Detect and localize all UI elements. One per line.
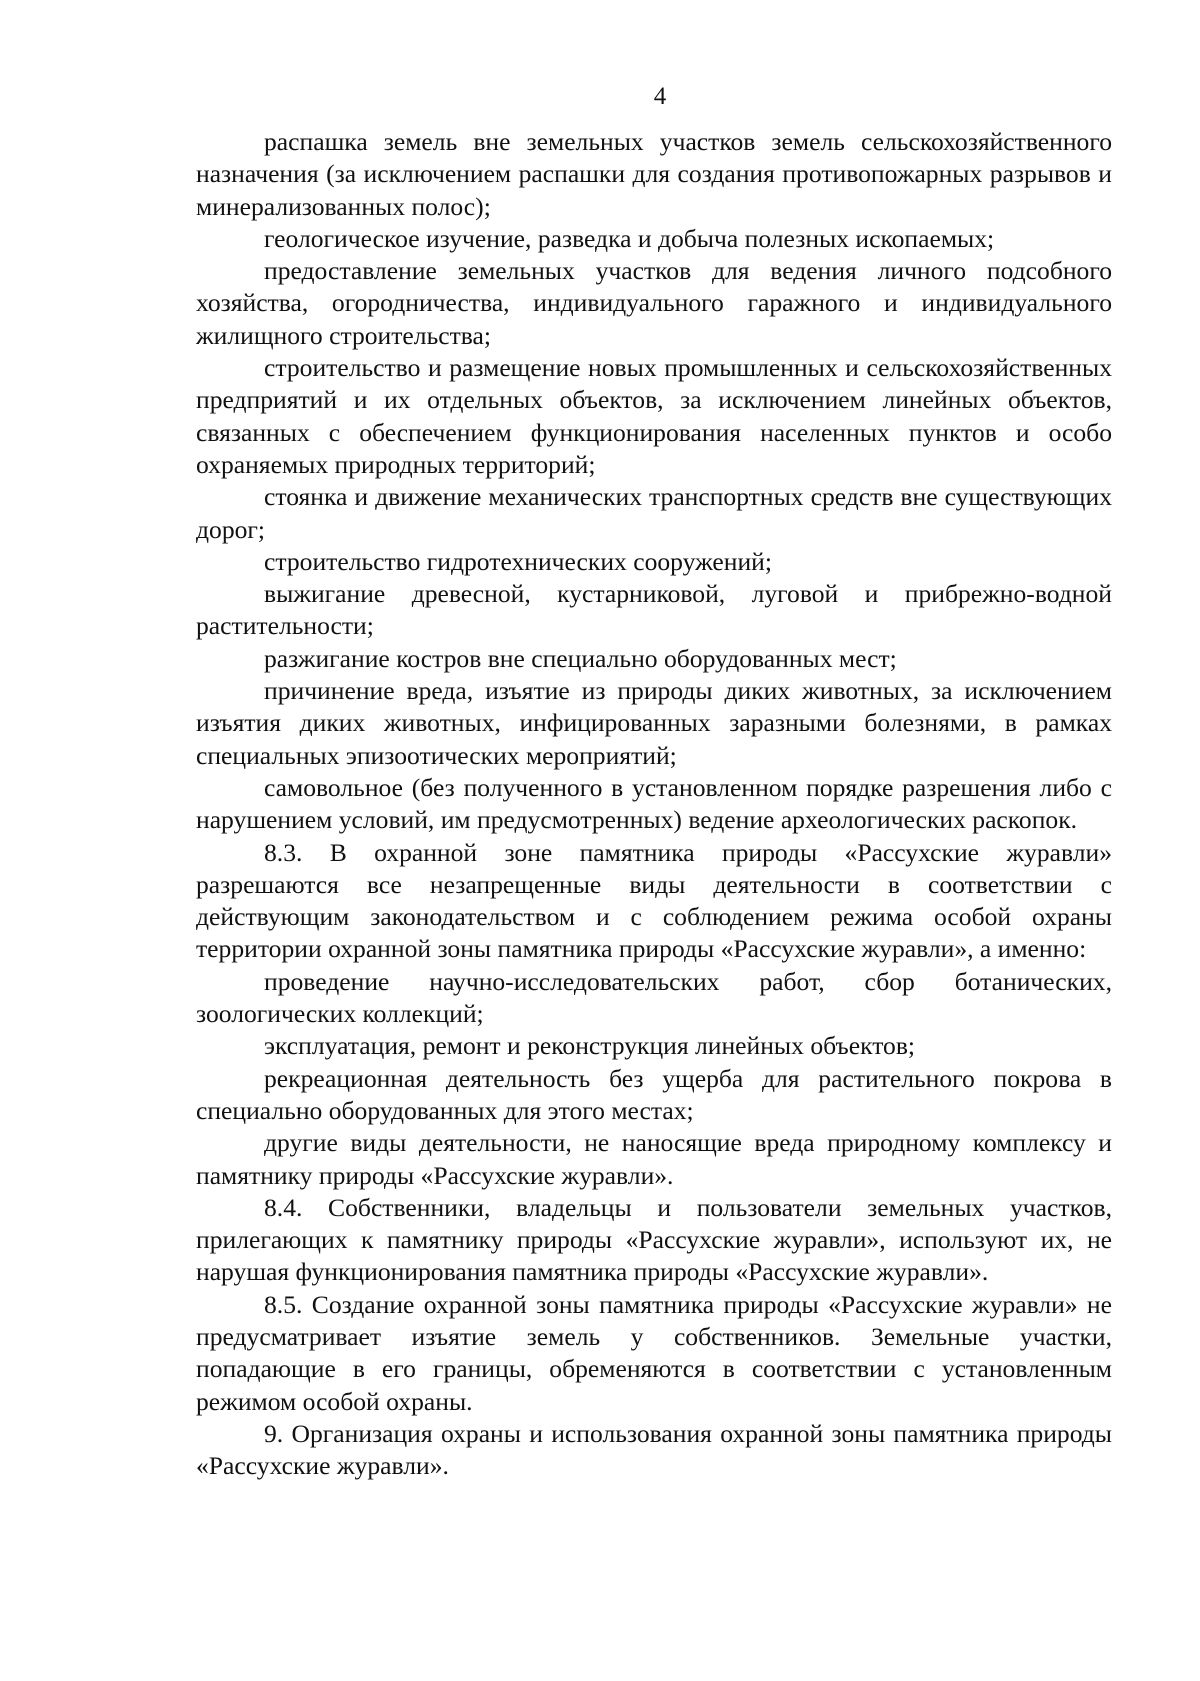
paragraph-section-8-4: 8.4. Собственники, владельцы и пользователи земельных участков, прилегающих к памятнику природы «Рассухские журавли», используют их, не нарушая функционирования памятника природы «Рассухские журавли». <box>196 1192 1112 1287</box>
paragraph-prohibition-excavations: самовольное (без полученного в установленном порядке разрешения либо с нарушением условий, им предусмотренных) ведение археологических раскопок. <box>196 772 1112 835</box>
paragraph-prohibition-hydro: строительство гидротехнических сооружений; <box>264 546 772 576</box>
paragraph-prohibition-burning: выжигание древесной, кустарниковой, луговой и прибрежно-водной растительности; <box>196 579 1112 641</box>
paragraph-section-9: 9. Организация охраны и использования охранной зоны памятника природы «Рассухские журавли». <box>196 1418 1112 1481</box>
paragraph-prohibition-fires: разжигание костров вне специально оборудованных мест; <box>264 643 897 673</box>
paragraph-section-8-5: 8.5. Создание охранной зоны памятника природы «Рассухские журавли» не предусматривает изъятие земель у собственников. Земельные участки, попадающие в его границы, обременяются в соответствии с установленным режимом особой охраны. <box>196 1289 1112 1416</box>
paragraph-prohibition-animals: причинение вреда, изъятие из природы диких животных, за исключением изъятия диких животных, инфицированных заразными болезнями, в рамках специальных эпизоотических мероприятий; <box>196 676 1112 770</box>
paragraph-permitted-recreation: рекреационная деятельность без ущерба для растительного покрова в специально оборудованных для этого местах; <box>196 1063 1112 1125</box>
paragraph-permitted-maintenance: эксплуатация, ремонт и реконструкция линейных объектов; <box>264 1031 916 1061</box>
page-number: 4 <box>653 83 667 110</box>
paragraph-permitted-research: проведение научно-исследовательских работ, сбор ботанических, зоологических коллекций; <box>196 966 1112 1029</box>
paragraph-prohibition-construction: строительство и размещение новых промышленных и сельскохозяйственных предприятий и их отдельных объектов, за исключением линейных объектов, связанных с обеспечением функционирования населенных пунктов и особо охраняемых природных территорий; <box>196 353 1112 479</box>
paragraph-section-8-3: 8.3. В охранной зоне памятника природы «Рассухские журавли» разрешаются все незапрещенные виды деятельности в соответствии с действующим законодательством и с соблюдением режима особой охраны территории охранной зоны памятника природы «Рассухские журавли», а именно: <box>196 837 1112 964</box>
document-body <box>196 126 1112 1482</box>
paragraph-prohibition-geology: геологическое изучение, разведка и добыча полезных ископаемых; <box>264 223 995 253</box>
paragraph-prohibition-plowing: распашка земель вне земельных участков земель сельскохозяйственного назначения (за исключением распашки для создания противопожарных разрывов и минерализованных полос); <box>196 127 1112 221</box>
paragraph-permitted-other: другие виды деятельности, не наносящие вреда природному комплексу и памятнику природы «Рассухские журавли». <box>196 1128 1112 1190</box>
paragraph-prohibition-land-plots: предоставление земельных участков для ведения личного подсобного хозяйства, огородничества, индивидуального гаражного и индивидуального жилищного строительства; <box>196 256 1112 350</box>
paragraph-prohibition-vehicles: стоянка и движение механических транспортных средств вне существующих дорог; <box>196 482 1112 544</box>
